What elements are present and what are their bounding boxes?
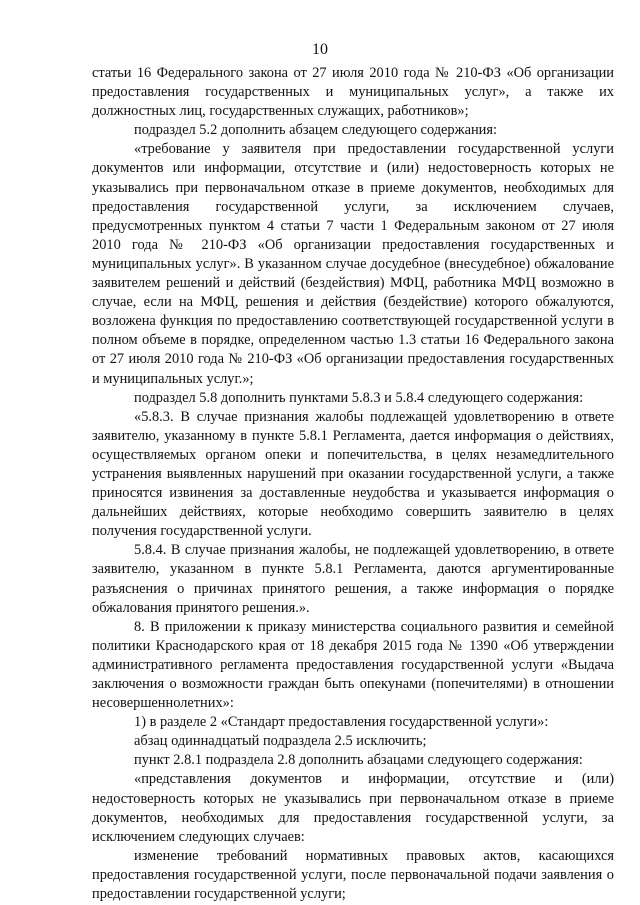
paragraph: абзац одиннадцатый подраздела 2.5 исключить;: [134, 733, 427, 750]
paragraph: 5.8.4. В случае признания жалобы, не подлежащей удовлетворению, в ответе заявителю, указанном в пункте 5.8.1 Регламента, даются аргументированные разъяснения о причинах принятого решения, а также информация о порядке обжалования принятого решения.».: [92, 542, 614, 616]
paragraph: статьи 16 Федерального закона от 27 июля 2010 года № 210-ФЗ «Об организации предоставления государственных и муниципальных услуг», а также их должностных лиц, государственных служащих, работников»;: [92, 65, 614, 120]
paragraph: изменение требований нормативных правовых актов, касающихся предоставления государственной услуги, после первоначальной подачи заявления о предоставлении государственной услуги;: [92, 847, 614, 903]
paragraph: «представления документов и информации, отсутствие и (или) недостоверность которых не указывались при первоначальном отказе в приеме документов, необходимых для предоставления государственной услуги, за исключением следующих случаев:: [92, 771, 614, 845]
paragraph: 8. В приложении к приказу министерства социального развития и семейной политики Краснодарского края от 18 декабря 2015 года № 1390 «Об утверждении административного регламента предоставления государственной услуги «Выдача заключения о возможности граждан быть опекунами (попечителями) в отношении несовершеннолетних»:: [92, 618, 614, 712]
paragraph: «5.8.3. В случае признания жалобы подлежащей удовлетворению в ответе заявителю, указанному в пункте 5.8.1 Регламента, дается информация о действиях, осуществляемых органом опеки и попечительства, в целях незамедлительного устранения выявленных нарушений при оказании государственной услуги, а также приносятся извинения за доставленные неудобства и указывается информация о дальнейших действиях, которые необходимо совершить заявителю в целях получения государственной услуги.: [92, 408, 614, 540]
paragraph: 1) в разделе 2 «Стандарт предоставления государственной услуги»:: [134, 714, 549, 731]
paragraph: пункт 2.8.1 подраздела 2.8 дополнить абзацами следующего содержания:: [134, 752, 583, 769]
paragraph: подраздел 5.8 дополнить пунктами 5.8.3 и 5.8.4 следующего содержания:: [134, 389, 584, 406]
paragraph: подраздел 5.2 дополнить абзацем следующего содержания:: [134, 122, 497, 139]
document-body: [92, 64, 614, 904]
paragraph: «требование у заявителя при предоставлении государственной услуги документов или информации, отсутствие и (или) недостоверность которых не указывались при первоначальном отказе в приеме документов, необходимых для предоставления государственной услуги, за исключением случаев, предусмотренных пунктом 4 статьи 7 части 1 Федеральным законом от 27 июля 2010 года № 210-ФЗ «Об организации предоставления государственных и муниципальных услуг». В указанном случае досудебное (внесудебное) обжалование заявителем решений и действий (бездействия) МФЦ, работника МФЦ возможно в случае, если на МФЦ, решения и действия (бездействие) которого обжалуются, возложена функция по предоставлению соответствующей государственной услуги в полном объеме в порядке, определенном частью 1.3 статьи 16 Федерального закона от 27 июля 2010 года № 210-ФЗ «Об организации предоставления государственных и муниципальных услуг.»;: [92, 141, 614, 387]
page-number: 10: [312, 41, 328, 58]
